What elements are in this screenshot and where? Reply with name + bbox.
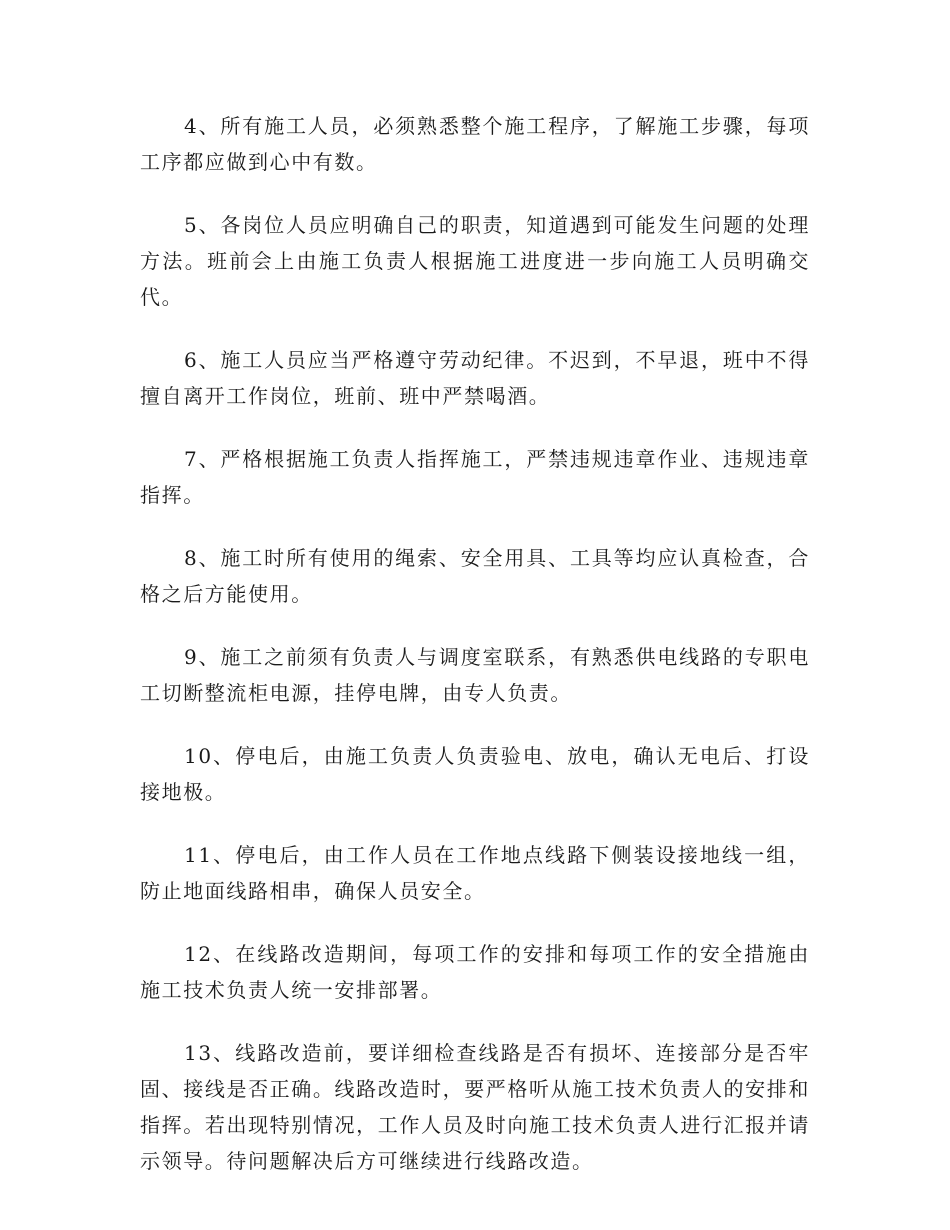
- paragraph-item-13: 13、线路改造前，要详细检查线路是否有损坏、连接部分是否牢固、接线是否正确。线路改造时，要严格听从施工技术负责人的安排和指挥。若出现特别情况，工作人员及时向施工技术负责人进行汇报并请示领导。待问题解决后方可继续进行线路改造。: [140, 1041, 810, 1173]
- paragraph-item-11: 11、停电后，由工作人员在工作地点线路下侧装设接地线一组，防止地面线路相串，确保人员安全。: [140, 843, 810, 903]
- paragraph-item-8: 8、施工时所有使用的绳索、安全用具、工具等均应认真检查，合格之后方能使用。: [140, 546, 810, 606]
- paragraph-item-4: 4、所有施工人员，必须熟悉整个施工程序，了解施工步骤，每项工序都应做到心中有数。: [140, 114, 810, 174]
- paragraph-item-9: 9、施工之前须有负责人与调度室联系，有熟悉供电线路的专职电工切断整流柜电源，挂停电牌，由专人负责。: [140, 645, 810, 705]
- paragraph-item-10: 10、停电后，由施工负责人负责验电、放电，确认无电后、打设接地极。: [140, 744, 810, 804]
- paragraph-item-5: 5、各岗位人员应明确自己的职责，知道遇到可能发生问题的处理方法。班前会上由施工负责人根据施工进度进一步向施工人员明确交代。: [140, 213, 810, 309]
- document-body: [140, 108, 810, 1206]
- paragraph-item-12: 12、在线路改造期间，每项工作的安排和每项工作的安全措施由施工技术负责人统一安排部署。: [140, 942, 810, 1002]
- paragraph-item-6: 6、施工人员应当严格遵守劳动纪律。不迟到，不早退，班中不得擅自离开工作岗位，班前、班中严禁喝酒。: [140, 348, 810, 408]
- paragraph-item-7: 7、严格根据施工负责人指挥施工，严禁违规违章作业、违规违章指挥。: [140, 447, 810, 507]
